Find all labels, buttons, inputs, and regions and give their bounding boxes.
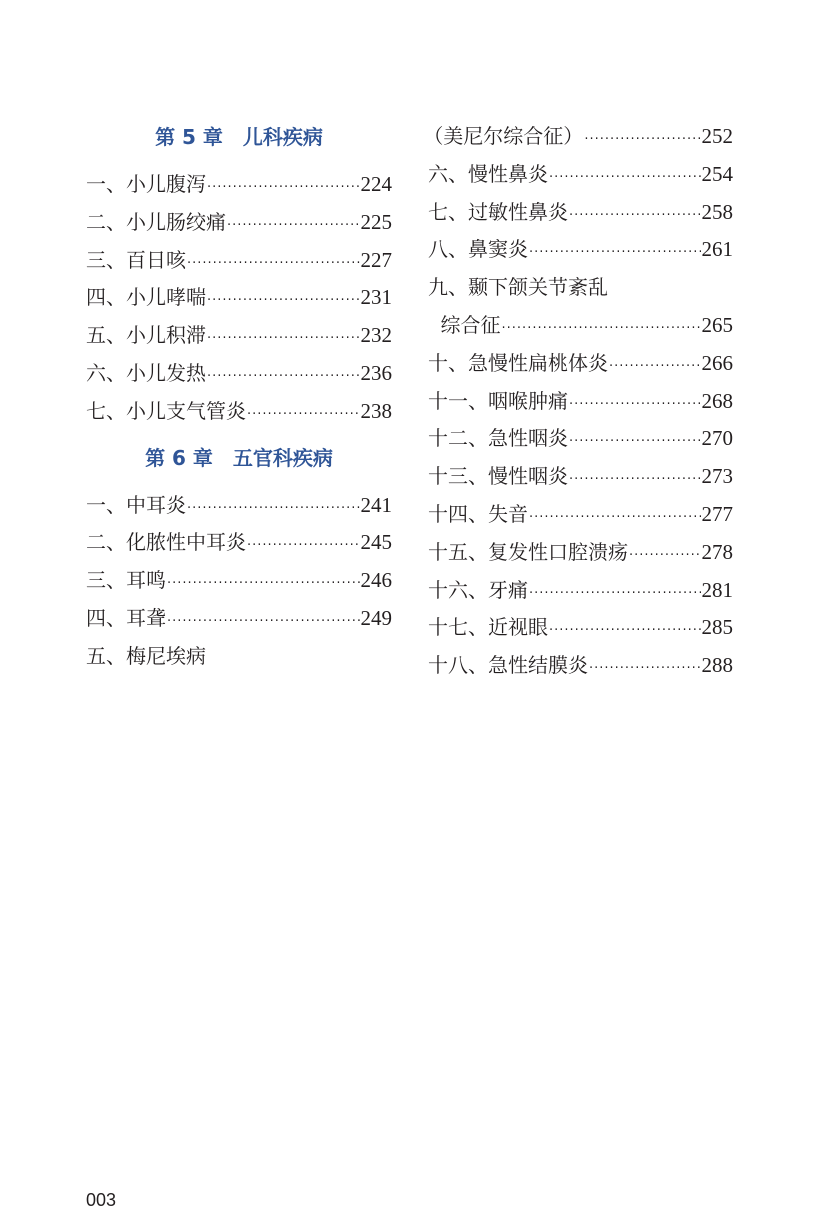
- toc-entry-number: 十五、: [428, 539, 488, 564]
- toc-left-column: [86, 118, 392, 676]
- toc-entry-number: 九、: [428, 275, 468, 300]
- toc-entry-number: 十二、: [428, 426, 488, 451]
- toc-entry-number: 一、: [86, 172, 126, 196]
- toc-entry-page: 232: [360, 323, 392, 348]
- leader-dots: [207, 320, 360, 358]
- leader-dots: [207, 169, 360, 207]
- toc-entry[interactable]: [86, 317, 392, 355]
- toc-entry-number: 三、: [86, 247, 126, 272]
- toc-entry-page: 273: [701, 464, 733, 489]
- toc-entry-title: 小儿积滞: [126, 323, 206, 348]
- toc-entry[interactable]: [428, 420, 733, 458]
- toc-entry-page: 277: [701, 501, 733, 526]
- leader-dots: [247, 527, 360, 565]
- toc-entry-number: 五、: [86, 323, 126, 348]
- leader-dots: [569, 461, 701, 499]
- toc-entry[interactable]: [428, 496, 733, 534]
- toc-entry-number: 四、: [86, 285, 126, 310]
- leader-dots: [529, 575, 701, 613]
- toc-entry[interactable]: [428, 572, 733, 610]
- leader-dots: [167, 565, 360, 603]
- toc-entry-page: 288: [701, 653, 733, 678]
- toc-entry-page: 270: [701, 426, 733, 451]
- toc-entry[interactable]: [428, 269, 733, 307]
- leader-dots: [529, 499, 701, 537]
- toc-entry-number: 四、: [86, 605, 126, 630]
- toc-entry-page: 225: [360, 209, 392, 234]
- toc-entry-title: 小儿肠绞痛: [126, 209, 226, 234]
- toc-entry-page: 266: [701, 350, 733, 375]
- toc-entry[interactable]: [86, 355, 392, 393]
- toc-entry[interactable]: [86, 562, 392, 600]
- toc-entry-page: 281: [701, 577, 733, 602]
- toc-entry-page: 236: [360, 360, 392, 385]
- leader-dots: [247, 396, 360, 434]
- toc-entry[interactable]: [86, 600, 392, 638]
- toc-entry-page: 249: [360, 605, 392, 630]
- toc-entry-page: 241: [360, 492, 392, 517]
- toc-entry[interactable]: [428, 534, 733, 572]
- toc-entry-title: 百日咳: [126, 247, 186, 272]
- toc-entry-title: 复发性口腔溃疡: [488, 539, 628, 564]
- toc-entry-title: 耳聋: [126, 605, 166, 630]
- page-number: 003: [86, 1190, 117, 1210]
- leader-dots: [569, 423, 701, 461]
- toc-entry-number: 十、: [428, 350, 468, 375]
- toc-entry-number: 八、: [428, 237, 468, 262]
- toc-entry-title: 综合征: [440, 312, 501, 337]
- leader-dots: [569, 197, 701, 235]
- leader-dots: [549, 159, 701, 197]
- toc-entry-title: 耳鸣: [126, 568, 166, 593]
- leader-dots: [207, 358, 360, 396]
- leader-dots: [609, 348, 701, 386]
- toc-entry[interactable]: [86, 393, 392, 431]
- chapter5-entries: [86, 166, 392, 431]
- leader-dots: [187, 245, 360, 283]
- leader-dots: [584, 121, 700, 159]
- toc-entry-page: 227: [360, 247, 392, 272]
- toc-entry[interactable]: [428, 231, 733, 269]
- toc-entry-continuation[interactable]: [423, 118, 733, 156]
- toc-entry-page: 231: [360, 285, 392, 310]
- toc-entry-page: 245: [360, 530, 392, 555]
- toc-entry[interactable]: [428, 647, 733, 685]
- toc-entry-title: 过敏性鼻炎: [468, 199, 568, 224]
- toc-entry-page: 252: [701, 124, 733, 148]
- toc-entry-title: 小儿支气管炎: [126, 398, 246, 423]
- toc-entry-number: 六、: [428, 161, 468, 186]
- leader-dots: [502, 310, 701, 348]
- toc-entry-number: 一、: [86, 492, 126, 517]
- toc-entry-title: 慢性鼻炎: [468, 161, 548, 186]
- toc-entry-number: 二、: [86, 530, 126, 555]
- toc-entry-number: 七、: [428, 199, 468, 224]
- leader-dots: [629, 537, 701, 575]
- leader-dots: [569, 386, 701, 424]
- toc-entry-page: 224: [360, 172, 392, 196]
- toc-entry-title: 急慢性扁桃体炎: [468, 350, 608, 375]
- leader-dots: [227, 207, 360, 245]
- toc-entry[interactable]: [86, 242, 392, 280]
- leader-dots: [589, 650, 701, 688]
- toc-right-column: [423, 118, 733, 685]
- toc-entry-number: 十三、: [428, 464, 488, 489]
- toc-entry-page: 285: [701, 615, 733, 640]
- toc-entry-number: 二、: [86, 209, 126, 234]
- leader-dots: [167, 603, 360, 641]
- chapter-heading: 第 5 章 儿科疾病: [155, 125, 323, 149]
- toc-entry-title: 急性结膜炎: [488, 653, 588, 678]
- toc-entry-title: 近视眼: [488, 615, 548, 640]
- toc-entry-number: 五、: [86, 643, 126, 668]
- toc-entry-page: 254: [701, 161, 733, 186]
- toc-entry[interactable]: [428, 458, 733, 496]
- toc-entry-title: 化脓性中耳炎: [126, 530, 246, 555]
- toc-entry-number: 十七、: [428, 615, 488, 640]
- toc-entry-number: 十四、: [428, 501, 488, 526]
- toc-entry-number: 七、: [86, 398, 126, 423]
- toc-entry-title: 颞下颌关节紊乱: [468, 275, 608, 300]
- toc-entry-title: 鼻窦炎: [468, 237, 528, 262]
- toc-entry-title: 小儿发热: [126, 360, 206, 385]
- chapter6-entries: [86, 487, 392, 676]
- toc-entry-number: 三、: [86, 568, 126, 593]
- toc-entry-title: 失音: [488, 501, 528, 526]
- chapter-heading: 第 6 章 五官科疾病: [145, 445, 333, 470]
- toc-entry-title: 小儿哮喘: [126, 285, 206, 310]
- toc-entry[interactable]: [86, 166, 392, 204]
- toc-entry[interactable]: [86, 279, 392, 317]
- toc-entry[interactable]: [86, 487, 392, 525]
- toc-entry[interactable]: [86, 638, 392, 676]
- toc-entry-number: 十八、: [428, 653, 488, 678]
- toc-entry[interactable]: [86, 204, 392, 242]
- toc-entry-page: 278: [701, 539, 733, 564]
- toc-entry[interactable]: [428, 307, 733, 345]
- toc-entry-title: （美尼尔综合征）: [423, 124, 584, 148]
- toc-entry[interactable]: [428, 194, 733, 232]
- toc-entry-title: 慢性咽炎: [488, 464, 568, 489]
- toc-entry-title: 急性咽炎: [488, 426, 568, 451]
- toc-entry-page: 246: [360, 568, 392, 593]
- toc-entry-page: 258: [701, 199, 733, 224]
- toc-entry-title: 中耳炎: [126, 492, 186, 517]
- toc-entry[interactable]: [428, 609, 733, 647]
- toc-entry-number: 十六、: [428, 577, 488, 602]
- toc-entry-page: 268: [701, 388, 733, 413]
- leader-dots: [207, 282, 360, 320]
- toc-entry-page: 265: [701, 312, 733, 337]
- toc-entry-page: 238: [360, 398, 392, 423]
- toc-entry[interactable]: [428, 383, 733, 421]
- toc-entry-title: 梅尼埃病: [126, 643, 206, 668]
- toc-entry[interactable]: [428, 345, 733, 383]
- toc-entry-page: 261: [701, 237, 733, 262]
- toc-entry-title: 咽喉肿痛: [488, 388, 568, 413]
- toc-entry-title: 小儿腹泻: [126, 172, 206, 196]
- toc-entry-title: 牙痛: [488, 577, 528, 602]
- leader-dots: [187, 490, 360, 528]
- toc-entry[interactable]: [86, 524, 392, 562]
- toc-entry-number: 十一、: [428, 388, 488, 413]
- toc-entry[interactable]: [428, 156, 733, 194]
- leader-dots: [549, 612, 701, 650]
- right-column-entries: [428, 156, 733, 685]
- leader-dots: [529, 234, 701, 272]
- toc-entry-number: 六、: [86, 360, 126, 385]
